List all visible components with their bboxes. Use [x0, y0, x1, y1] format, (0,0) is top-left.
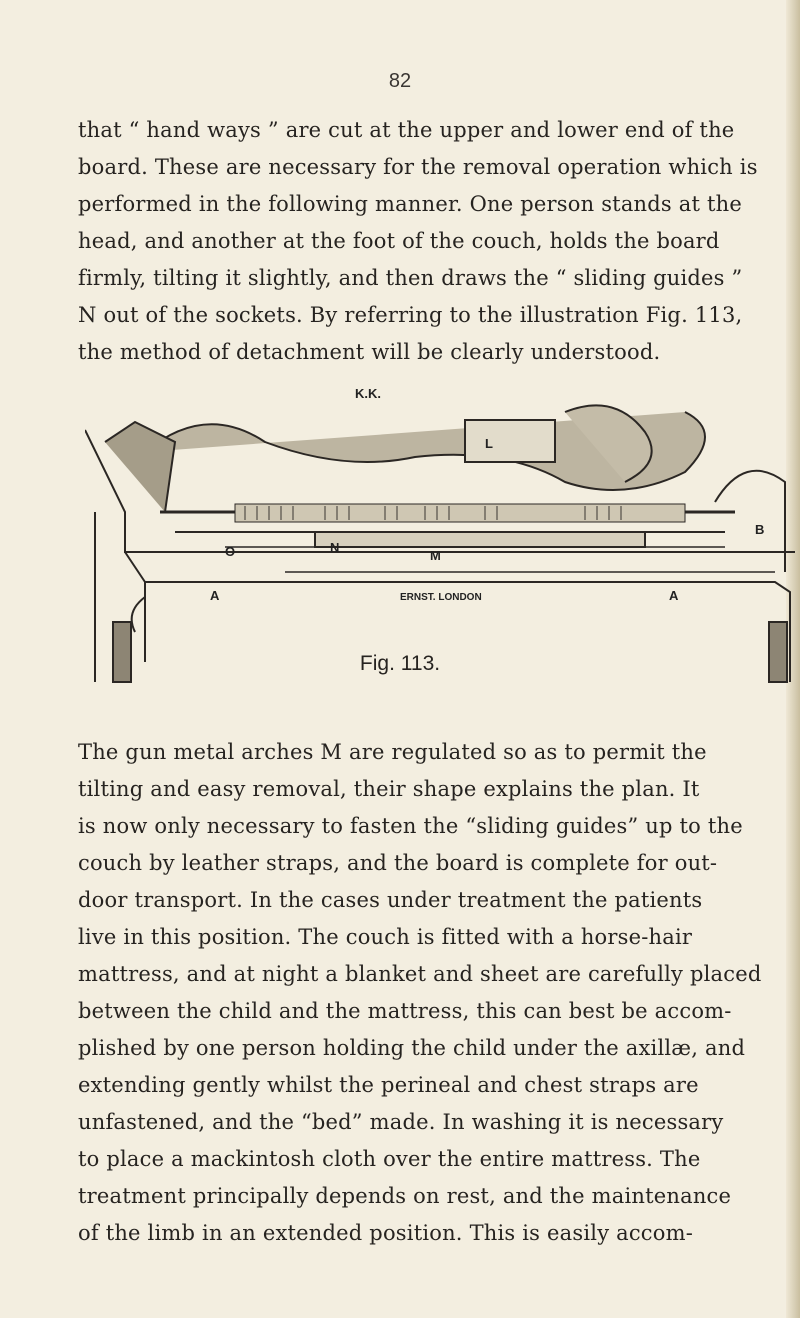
label-o: O: [225, 544, 236, 559]
text-line: is now only necessary to fasten the “sliding guides” up to the: [78, 814, 743, 838]
text-line: tilting and easy removal, their shape explains the plan. It: [78, 777, 700, 801]
text-line: that “ hand ways ” are cut at the upper and lower end of the: [78, 118, 735, 142]
figure-caption: Fig. 113.: [359, 652, 441, 675]
label-n: N: [330, 540, 340, 555]
engraver-credit: ERNST. LONDON: [400, 592, 482, 603]
text-line: to place a mackintosh cloth over the entire mattress. The: [78, 1147, 701, 1171]
label-a-left: A: [210, 588, 220, 603]
text-line: the method of detachment will be clearly understood.: [78, 340, 661, 364]
text-line: head, and another at the foot of the couch, holds the board: [78, 229, 720, 253]
page-number: 82: [388, 70, 412, 92]
text-line: performed in the following manner. One person stands at the: [78, 192, 742, 216]
text-line: treatment principally depends on rest, and the maintenance: [78, 1184, 732, 1208]
text-line: unfastened, and the “bed” made. In washing it is necessary: [78, 1110, 724, 1134]
label-a-right: A: [669, 588, 679, 603]
text-line: door transport. In the cases under treatment the patients: [78, 888, 703, 912]
label-m: M: [430, 548, 441, 563]
text-line: of the limb in an extended position. This is easily accom-: [78, 1221, 694, 1245]
text-line: plished by one person holding the child under the axillæ, and: [78, 1036, 746, 1060]
text-line: firmly, tilting it slightly, and then draws the “ sliding guides ”: [78, 266, 743, 290]
text-line: The gun metal arches M are regulated so as to permit the: [78, 740, 707, 764]
text-line: live in this position. The couch is fitted with a horse-hair: [78, 925, 693, 949]
label-l: L: [485, 436, 493, 451]
text-line: between the child and the mattress, this can best be accom-: [78, 999, 732, 1023]
label-kk: K.K.: [355, 386, 381, 401]
text-line: board. These are necessary for the removal operation which is: [78, 155, 758, 179]
text-line: mattress, and at night a blanket and sheet are carefully placed: [78, 962, 762, 986]
text-line: couch by leather straps, and the board is complete for out-: [78, 851, 718, 875]
text-line: N out of the sockets. By referring to the illustration Fig. 113,: [78, 303, 743, 327]
text-line: extending gently whilst the perineal and chest straps are: [78, 1073, 699, 1097]
label-b: B: [755, 522, 765, 537]
